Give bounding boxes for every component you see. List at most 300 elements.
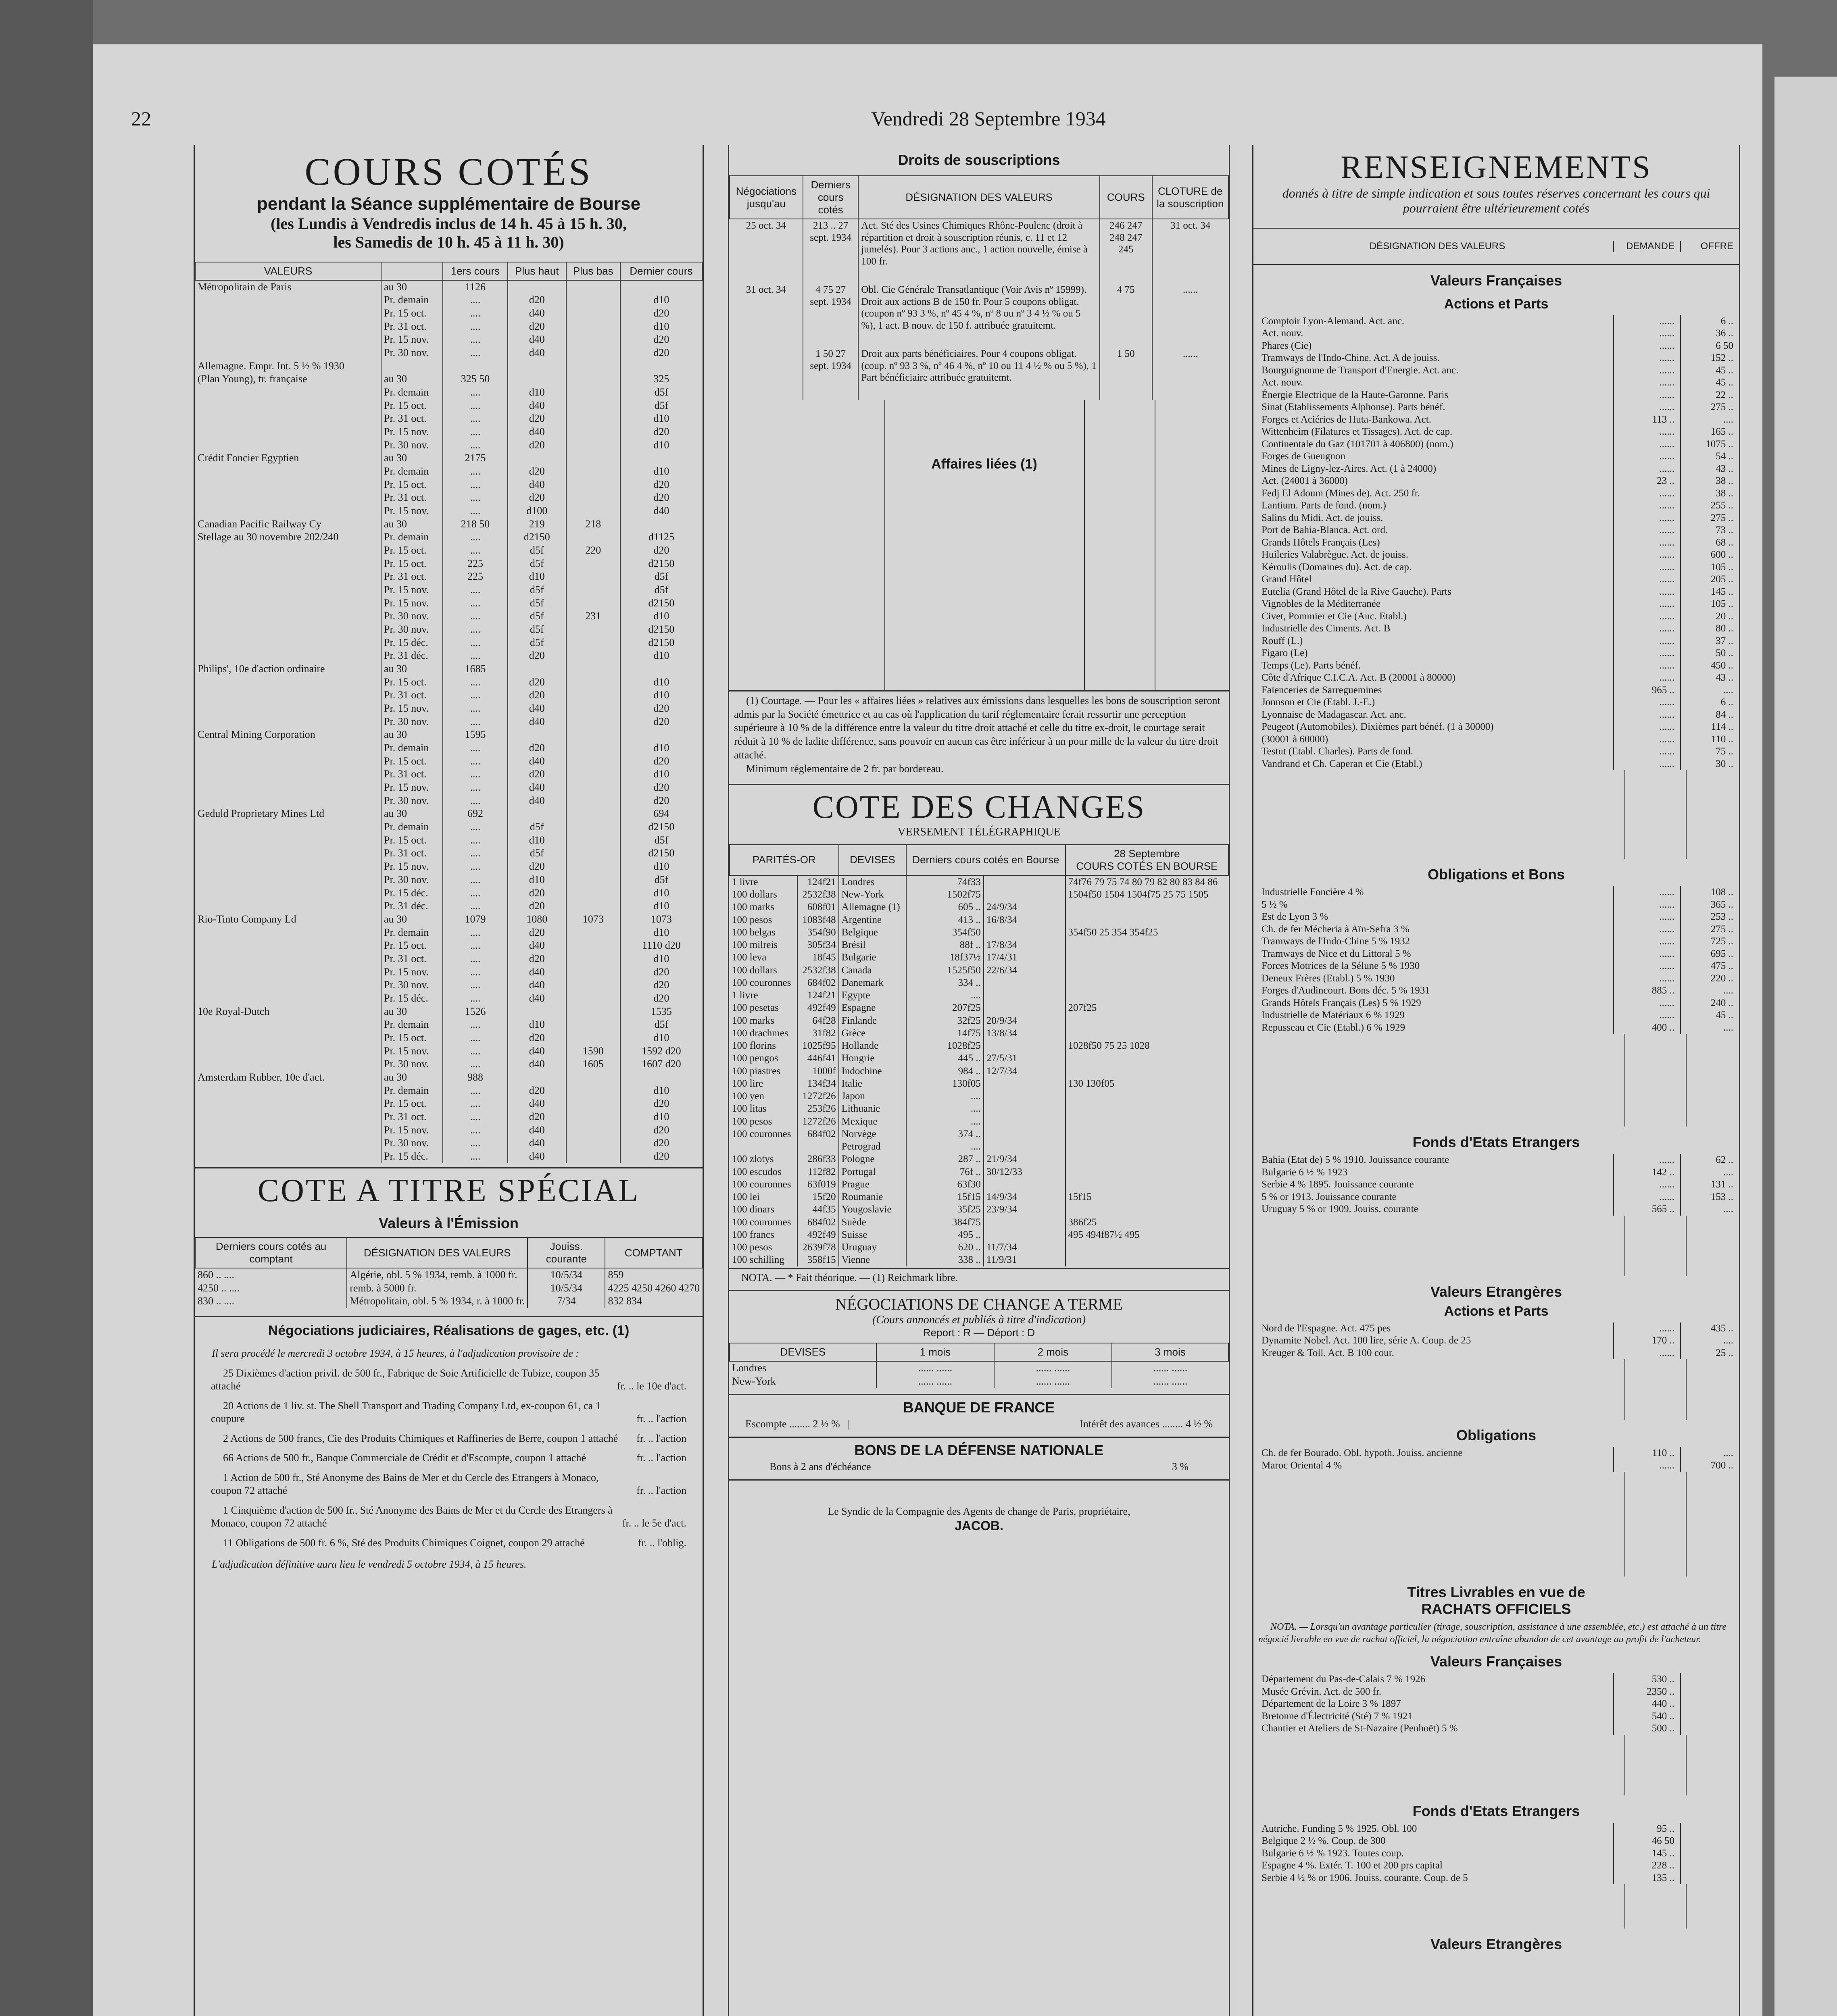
cours-cotes-cell: 1126 (443, 280, 508, 294)
rens-action-demande: ...... (1613, 487, 1680, 500)
cours-cotes-cell (195, 939, 381, 952)
changes-cell: 1083f48 (797, 914, 839, 926)
cours-cotes-cell: 1110 d20 (620, 939, 702, 952)
cours-cotes-cell (195, 307, 381, 320)
cours-cotes-cell (566, 728, 620, 741)
souscriptions-table (729, 175, 1229, 400)
terme-devise: New-York (732, 1375, 776, 1387)
cours-cotes-cell (566, 504, 620, 518)
changes-cell: 100 marks (732, 902, 774, 913)
cours-cotes-row (195, 360, 702, 373)
rachat-row (1253, 1722, 1739, 1735)
rens-action-designation: (30001 à 60000) (1262, 733, 1328, 745)
lot-price: fr. .. l'oblig. (638, 1537, 686, 1549)
changes-row (730, 1102, 1228, 1115)
cours-cotes-cell (195, 755, 381, 768)
rens-action-designation: Vignobles de la Méditerranée (1262, 598, 1380, 610)
cours-cotes-cell: 218 (566, 518, 620, 531)
rachat-offre (1680, 1673, 1739, 1686)
changes-cell: New-York (839, 888, 907, 901)
cours-cotes-cell (566, 860, 620, 873)
souscriptions-cell: 213 .. 27 sept. 1934 (803, 219, 859, 283)
changes-row (730, 1203, 1228, 1216)
changes-cell: 74f33 (906, 875, 984, 888)
changes-cell: 100 pesos (732, 914, 772, 925)
cours-cotes-cell: Métropolitain de Paris (198, 281, 292, 293)
cours-cotes-cell (566, 926, 620, 939)
cours-cotes-row (195, 939, 702, 952)
cours-cotes-cell: .... (443, 1031, 508, 1045)
cours-cotes-row (195, 1045, 702, 1058)
cours-cotes-cell: d5f (620, 386, 702, 399)
rens-etr-obligation-demande: ...... (1613, 1460, 1680, 1472)
cours-cotes-cell: d10 (620, 768, 702, 781)
rens-action-row (1253, 414, 1739, 426)
rens-action-designation: Testut (Etabl. Charles). Parts de fond. (1262, 746, 1413, 757)
rens-action-offre: 165 .. (1680, 426, 1739, 438)
cours-cotes-cell (566, 939, 620, 952)
cours-cotes-cell (195, 649, 381, 662)
rens-action-designation: Act. nouv. (1262, 328, 1303, 339)
cours-cotes-cell (195, 821, 381, 834)
cours-cotes-cell (195, 557, 381, 571)
cours-cotes-row (195, 452, 702, 465)
cours-cotes-cell: 1605 (566, 1058, 620, 1071)
changes-cell: 100 dollars (732, 889, 777, 900)
cours-cotes-cell: .... (443, 320, 508, 333)
terme-col-2: 2 mois (994, 1343, 1112, 1361)
cours-cotes-cell: d2150 (620, 557, 702, 571)
lot-price: fr. .. le 10e d'act. (617, 1380, 686, 1392)
rens-action-demande: ...... (1613, 549, 1680, 561)
cours-cotes-cell: d5f (508, 583, 566, 597)
changes-row (730, 1014, 1228, 1027)
cours-cotes-cell: d20 (620, 1150, 702, 1163)
cours-cotes-cell: Pr. 31 déc. (381, 900, 443, 913)
changes-row (730, 1115, 1228, 1128)
cours-cotes-cell (566, 807, 620, 821)
lot-description: 20 Actions de 1 liv. st. The Shell Transport and Trading Company Ltd, ex-coupon 61, ca 1 coupure (211, 1400, 601, 1425)
rens-action-demande: ...... (1613, 426, 1680, 438)
cours-cotes-cell: d20 (508, 412, 566, 425)
changes-cell: 492f49 (797, 1002, 839, 1014)
changes-cell: 386f25 (1066, 1216, 1228, 1229)
changes-cell (1066, 1102, 1228, 1115)
souscriptions-cell: 1 50 27 sept. 1934 (803, 348, 859, 400)
changes-cell: Egypte (839, 989, 907, 1002)
changes-cell: Mexique (839, 1115, 907, 1128)
cours-cotes-cell: .... (443, 860, 508, 873)
changes-row (730, 1140, 1228, 1153)
changes-row (730, 951, 1228, 964)
changes-table (729, 844, 1229, 1266)
rachats-valeurs-etrangeres: Valeurs Etrangères (1430, 1936, 1562, 1953)
changes-cell: 374 .. (906, 1128, 984, 1140)
rens-obligations-bons: Obligations et Bons (1427, 866, 1565, 883)
cours-cotes-cell (195, 610, 381, 623)
cours-cotes-row (195, 531, 702, 544)
rachat-designation: Chantier et Ateliers de St-Nazaire (Penhoët) 5 % (1262, 1723, 1458, 1734)
cours-cotes-cell: .... (443, 439, 508, 452)
cours-cotes-row (195, 478, 702, 492)
cours-cotes-cell: d20 (620, 346, 702, 360)
changes-cell: Indochine (839, 1065, 907, 1077)
rens-action-designation: Phares (Cie) (1262, 340, 1312, 351)
titre-special-table (195, 1237, 703, 1308)
rens-action-designation: Figaro (Le) (1262, 648, 1308, 659)
cours-cotes-cell (195, 781, 381, 794)
cours-cotes-cell: d10 (620, 952, 702, 966)
souscriptions-cell: ...... (1152, 283, 1228, 348)
changes-cell: 100 couronnes (732, 1128, 791, 1139)
rens-obligation-offre: 725 .. (1680, 935, 1739, 948)
rachat-fonds-designation: Autriche. Funding 5 % 1925. Obl. 100 (1262, 1823, 1417, 1834)
terme-empty-cell: ...... ...... (1112, 1375, 1228, 1388)
cours-cotes-cell: d10 (620, 689, 702, 702)
changes-cell: 15f15 (906, 1191, 984, 1203)
cours-cotes-row (195, 439, 702, 452)
cours-cotes-row (195, 412, 702, 425)
rens-action-row (1253, 438, 1739, 451)
cours-cotes-cell: 1073 (566, 913, 620, 926)
cours-cotes-row (195, 333, 702, 346)
lot-description: 11 Obligations de 500 fr. 6 %, Sté des Produits Chimiques Coignet, coupon 29 attaché (223, 1537, 585, 1549)
cours-cotes-cell: d40 (508, 1150, 566, 1163)
cours-cotes-cell (195, 294, 381, 307)
terme-empty-cell: ...... ...... (876, 1375, 994, 1388)
changes-cell: 358f15 (797, 1254, 839, 1266)
cours-cotes-cell: 1535 (620, 1005, 702, 1018)
cours-cotes-cell: d5f (508, 597, 566, 610)
cours-cotes-cell: .... (443, 873, 508, 887)
rens-obligation-offre: 275 .. (1680, 923, 1739, 936)
cours-cotes-cell: .... (443, 755, 508, 768)
terme-legend: Report : R — Déport : D (923, 1326, 1035, 1339)
rens-obligation-designation: Ch. de fer Mécheria à Aïn-Sefra 3 % (1262, 923, 1410, 935)
titre-special-row (195, 1295, 702, 1308)
cours-cotes-cell: Pr. 15 oct. (381, 834, 443, 847)
cours-cotes-cell: Amsterdam Rubber, 10e d'act. (198, 1071, 325, 1083)
rens-action-designation: Faïenceries de Sarreguemines (1262, 684, 1382, 696)
cours-cotes-cell: .... (443, 1110, 508, 1124)
cours-cotes-cell (566, 649, 620, 662)
cours-cotes-cell: d20 (620, 794, 702, 808)
rens-action-offre: 22 .. (1680, 389, 1739, 402)
rens-obligation-demande: ...... (1613, 899, 1680, 911)
cours-cotes-cell: 231 (566, 610, 620, 623)
rens-action-designation: Temps (Le). Parts bénéf. (1262, 660, 1361, 671)
cours-cotes-row (195, 1137, 702, 1150)
souscriptions-cell: 25 oct. 34 (746, 220, 786, 231)
rachats-title2: RACHATS OFFICIELS (1421, 1601, 1571, 1618)
rachat-fonds-demande: 135 .. (1613, 1872, 1680, 1885)
changes-cell: 684f02 (797, 1216, 839, 1229)
titre-special-cell: 10/5/34 (528, 1282, 605, 1295)
cours-cotes-cell: d20 (620, 1097, 702, 1110)
changes-cell: 1525f50 (906, 964, 984, 977)
cours-cotes-cell: d5f (508, 636, 566, 650)
rens-obligation-offre: 253 .. (1680, 911, 1739, 923)
cours-cotes-cell: d10 (620, 900, 702, 913)
rens-action-designation: Côte d'Afrique C.I.C.A. Act. B (20001 à 80000) (1262, 672, 1455, 683)
rens-action-demande: ...... (1613, 352, 1680, 364)
changes-cell: 32f25 (906, 1014, 984, 1027)
titre-special-cell: 10/5/34 (528, 1268, 605, 1282)
cours-cotes-cell: d40 (508, 307, 566, 320)
cours-cotes-cell: 1080 (508, 913, 566, 926)
cours-cotes-row (195, 544, 702, 557)
cours-cotes-cell: d2150 (508, 531, 566, 544)
cours-cotes-cell (195, 715, 381, 729)
next-page-edge (1774, 77, 1837, 2016)
cours-cotes-cell (508, 728, 566, 741)
changes-cell (1066, 989, 1228, 1002)
negociation-lot (211, 1504, 686, 1530)
changes-cell: 16/8/34 (984, 914, 1066, 926)
rachat-fonds-offre (1680, 1823, 1739, 1835)
cours-cotes-col-1 (381, 262, 443, 280)
rens-action-offre: 255 .. (1680, 500, 1739, 512)
negociation-lot (211, 1400, 686, 1426)
changes-row (730, 1153, 1228, 1165)
escompte-label: Escompte (745, 1418, 787, 1430)
cours-cotes-cell: .... (443, 781, 508, 794)
changes-cell: 445 .. (906, 1052, 984, 1064)
changes-row (730, 926, 1228, 939)
cours-cotes-row (195, 741, 702, 755)
cours-cotes-cell (195, 346, 381, 360)
cours-cotes-cell (566, 1018, 620, 1031)
rens-action-designation: Wittenheim (Filatures et Tissages). Act. de cap. (1262, 426, 1453, 437)
cours-cotes-cell (195, 887, 381, 900)
changes-cell: 100 pesetas (732, 1002, 779, 1014)
rens-action-demande: ...... (1613, 364, 1680, 377)
cours-cotes-cell: .... (443, 926, 508, 939)
cours-cotes-cell: 325 (620, 373, 702, 386)
rens-action-offre: 45 .. (1680, 377, 1739, 389)
cours-cotes-cell: 218 50 (443, 518, 508, 531)
cours-cotes-cell: Pr. 15 oct. (381, 399, 443, 412)
cours-cotes-cell (566, 531, 620, 544)
changes-row (730, 1128, 1228, 1140)
changes-cell: Canada (839, 964, 907, 977)
cours-cotes-cell: .... (443, 992, 508, 1005)
cours-cotes-cell (620, 728, 702, 741)
rens-action-designation: Lyonnaise de Madagascar. Act. anc. (1262, 709, 1406, 720)
cours-cotes-row (195, 1097, 702, 1110)
rachat-offre (1680, 1710, 1739, 1723)
rens-obligations2: Obligations (1456, 1427, 1536, 1444)
cours-cotes-cell: Pr. 31 oct. (381, 952, 443, 966)
cours-cotes-cell (195, 465, 381, 478)
rens-action-demande: ...... (1613, 500, 1680, 512)
changes-cell: 100 couronnes (732, 1179, 791, 1190)
cours-cotes-cell: d20 (508, 689, 566, 702)
cours-cotes-col-0: VALEURS (195, 262, 381, 280)
cours-cotes-cell: .... (443, 1045, 508, 1058)
cours-cotes-row (195, 926, 702, 939)
rens-fonds-offre: 153 .. (1680, 1191, 1739, 1204)
changes-cell: 130 130f05 (1066, 1077, 1228, 1090)
changes-cell: 446f41 (797, 1052, 839, 1064)
changes-cell (984, 926, 1066, 939)
cours-cotes-cell: d20 (620, 702, 702, 715)
terme-devise: Londres (732, 1362, 767, 1374)
cours-cotes-cell (195, 504, 381, 518)
cours-cotes-cell: Pr. 15 nov. (381, 781, 443, 794)
changes-cell: Belgique (839, 926, 907, 939)
changes-cell (1066, 977, 1228, 989)
rens-obligation-demande: 400 .. (1613, 1022, 1680, 1034)
rachat-row (1253, 1710, 1739, 1723)
cours-cotes-cell: au 30 (381, 1071, 443, 1084)
cours-cotes-cell: .... (443, 1084, 508, 1098)
cours-cotes-cell (195, 1097, 381, 1110)
cours-cotes-cell: 325 50 (443, 373, 508, 386)
cours-cotes-row (195, 715, 702, 729)
rens-action-offre: 6 .. (1680, 315, 1739, 328)
cours-cotes-cell: Geduld Proprietary Mines Ltd (198, 808, 325, 820)
rens-etr-action-offre: 25 .. (1680, 1347, 1739, 1360)
cours-cotes-cell: .... (443, 768, 508, 781)
rens-actions-parts: Actions et Parts (1444, 296, 1549, 312)
rens-obligation-offre: 695 .. (1680, 948, 1739, 960)
changes-cell: 124f21 (797, 875, 839, 888)
cours-cotes-cell: Pr. 30 nov. (381, 715, 443, 729)
cours-cotes-cell: d40 (508, 399, 566, 412)
cours-cotes-cell: 225 (443, 570, 508, 583)
changes-cell (984, 1229, 1066, 1241)
cours-cotes-row (195, 1124, 702, 1137)
cours-cotes-cell: Pr. 15 oct. (381, 557, 443, 571)
rens-action-demande: ...... (1613, 327, 1680, 340)
cours-cotes-cell (620, 662, 702, 676)
rens-obligation-designation: Repusseau et Cie (Etabl.) 6 % 1929 (1262, 1022, 1405, 1033)
changes-row (730, 1216, 1228, 1229)
changes-cell: Hongrie (839, 1052, 907, 1064)
changes-cell: 100 lei (732, 1191, 760, 1203)
rens-action-row (1253, 500, 1739, 512)
bons-title: BONS DE LA DÉFENSE NATIONALE (854, 1442, 1104, 1459)
cours-cotes-cell: .... (443, 597, 508, 610)
rens-action-designation: Industrielle des Ciments. Act. B (1262, 623, 1391, 634)
cours-cotes-cell: Pr. 30 nov. (381, 1058, 443, 1071)
rachat-fonds-demande: 145 .. (1613, 1847, 1680, 1860)
rens-obligation-designation: Industrielle Foncière 4 % (1262, 887, 1364, 898)
changes-cell (984, 1077, 1066, 1090)
cours-cotes-cell: Pr. 31 oct. (381, 412, 443, 425)
courtage-minimum: Minimum réglementaire de 2 fr. par bordereau. (746, 762, 944, 775)
changes-col-parites: PARITÉS-OR (730, 845, 839, 875)
cours-cotes-row (195, 307, 702, 320)
rens-action-offre: 145 .. (1680, 586, 1739, 598)
page-date: Vendredi 28 Septembre 1934 (871, 107, 1106, 130)
changes-cell: 984 .. (906, 1065, 984, 1077)
cours-cotes-row (195, 583, 702, 597)
cours-cotes-cell (566, 386, 620, 399)
cours-cotes-cell (566, 439, 620, 452)
rens-fonds-row (1253, 1203, 1739, 1216)
cours-cotes-cell: Pr. 31 oct. (381, 689, 443, 702)
cours-cotes-cell (195, 926, 381, 939)
rens-action-designation: Bourguignonne de Transport d'Energie. Act. anc. (1262, 364, 1459, 376)
rens-etr-obligation-row (1253, 1460, 1739, 1472)
souscriptions-cell: 31 oct. 34 (1152, 219, 1228, 283)
cours-cotes-row (195, 781, 702, 794)
changes-cell: Espagne (839, 1002, 907, 1014)
cours-cotes-cell: d10 (508, 1018, 566, 1031)
cours-cotes-cell: .... (443, 307, 508, 320)
changes-cell (984, 1102, 1066, 1115)
souscriptions-col-1: Derniers cours cotés (803, 176, 859, 219)
cours-cotes-cell (195, 1124, 381, 1137)
changes-subtitle: VERSEMENT TÉLÉGRAPHIQUE (897, 825, 1061, 838)
cours-cotes-cell: .... (443, 478, 508, 492)
cours-cotes-cell (195, 834, 381, 847)
changes-cell (984, 1128, 1066, 1140)
changes-cell: Finlande (839, 1014, 907, 1027)
cours-cotes-cell: Pr. 15 nov. (381, 1045, 443, 1058)
cours-cotes-cell: Pr. 30 nov. (381, 610, 443, 623)
changes-cell: 620 .. (906, 1241, 984, 1254)
rens-obligation-demande: ...... (1613, 923, 1680, 936)
rens-etr-action-offre: .... (1680, 1335, 1739, 1347)
cours-cotes-cell: Pr. 15 oct. (381, 307, 443, 320)
rens-action-row (1253, 487, 1739, 500)
cours-cotes-cell: .... (443, 491, 508, 504)
rens-action-offre: 20 .. (1680, 610, 1739, 623)
cours-cotes-cell: Pr. demain (381, 741, 443, 755)
bons-label: Bons à 2 ans d'échéance (769, 1461, 871, 1473)
changes-cell: 207f25 (1066, 1002, 1228, 1014)
cours-cotes-row (195, 662, 702, 676)
rens-action-designation: Lantium. Parts de fond. (nom.) (1262, 500, 1386, 511)
cours-cotes-cell (566, 979, 620, 992)
cours-cotes-cell: Pr. 15 oct. (381, 755, 443, 768)
cours-cotes-hours2: les Samedis de 10 h. 45 à 11 h. 30) (333, 233, 564, 251)
rens-obligation-row (1253, 985, 1739, 997)
avances-label: Intérêt des avances (1080, 1418, 1159, 1430)
changes-cell: Argentine (839, 914, 907, 926)
terme-empty-cell: ...... ...... (994, 1361, 1112, 1375)
cours-cotes-hours1: (les Lundis à Vendredis inclus de 14 h. 45 à 15 h. 30, (271, 214, 627, 233)
changes-row (730, 875, 1228, 888)
rens-fonds-offre: .... (1680, 1203, 1739, 1216)
rachat-designation: Département de la Loire 3 % 1897 (1262, 1698, 1401, 1710)
rens-action-demande: ...... (1613, 672, 1680, 684)
rens-action-designation: Grands Hôtels Français (Les) (1262, 537, 1380, 548)
changes-cell: .... (906, 1090, 984, 1102)
cours-cotes-cell: Pr. demain (381, 386, 443, 399)
cours-cotes-cell: 1595 (443, 728, 508, 741)
cours-cotes-row (195, 821, 702, 834)
lot-description: 66 Actions de 500 fr., Banque Commerciale de Crédit et d'Escompte, coupon 1 attaché (223, 1452, 586, 1464)
rens-action-demande: ...... (1613, 647, 1680, 660)
cours-cotes-cell: d10 (620, 465, 702, 478)
rens-action-designation: Port de Bahia-Blanca. Act. ord. (1262, 525, 1388, 536)
changes-cell: 100 escudos (732, 1166, 782, 1177)
rens-action-row (1253, 623, 1739, 635)
cours-cotes-cell: .... (443, 412, 508, 425)
rens-col-demande: DEMANDE (1613, 241, 1680, 252)
cours-cotes-cell: Pr. demain (381, 294, 443, 307)
courtage-note: (1) Courtage. — Pour les « affaires liées » relatives aux émissions dans lesquelles les bons de souscription seront admis par la Société émettrice et au cas où l'application du tarif réglementaire ferait ressortir une perception supérieure à 10 % de la différence entre la valeur du titre droit attaché et celle du titre ex-droit, le courtage serait réduit à 10 % de ladite différence, sans pouvoir en aucun cas être inférieur à un pour mille de la valeur du titre droit attaché. (734, 694, 1220, 761)
rens-action-offre: 45 .. (1680, 364, 1739, 377)
cours-cotes-cell (195, 794, 381, 808)
cours-cotes-cell: Pr. 31 oct. (381, 570, 443, 583)
rachat-fonds-designation: Belgique 2 ½ %. Coup. de 300 (1262, 1835, 1386, 1847)
rens-action-demande: ...... (1613, 635, 1680, 648)
